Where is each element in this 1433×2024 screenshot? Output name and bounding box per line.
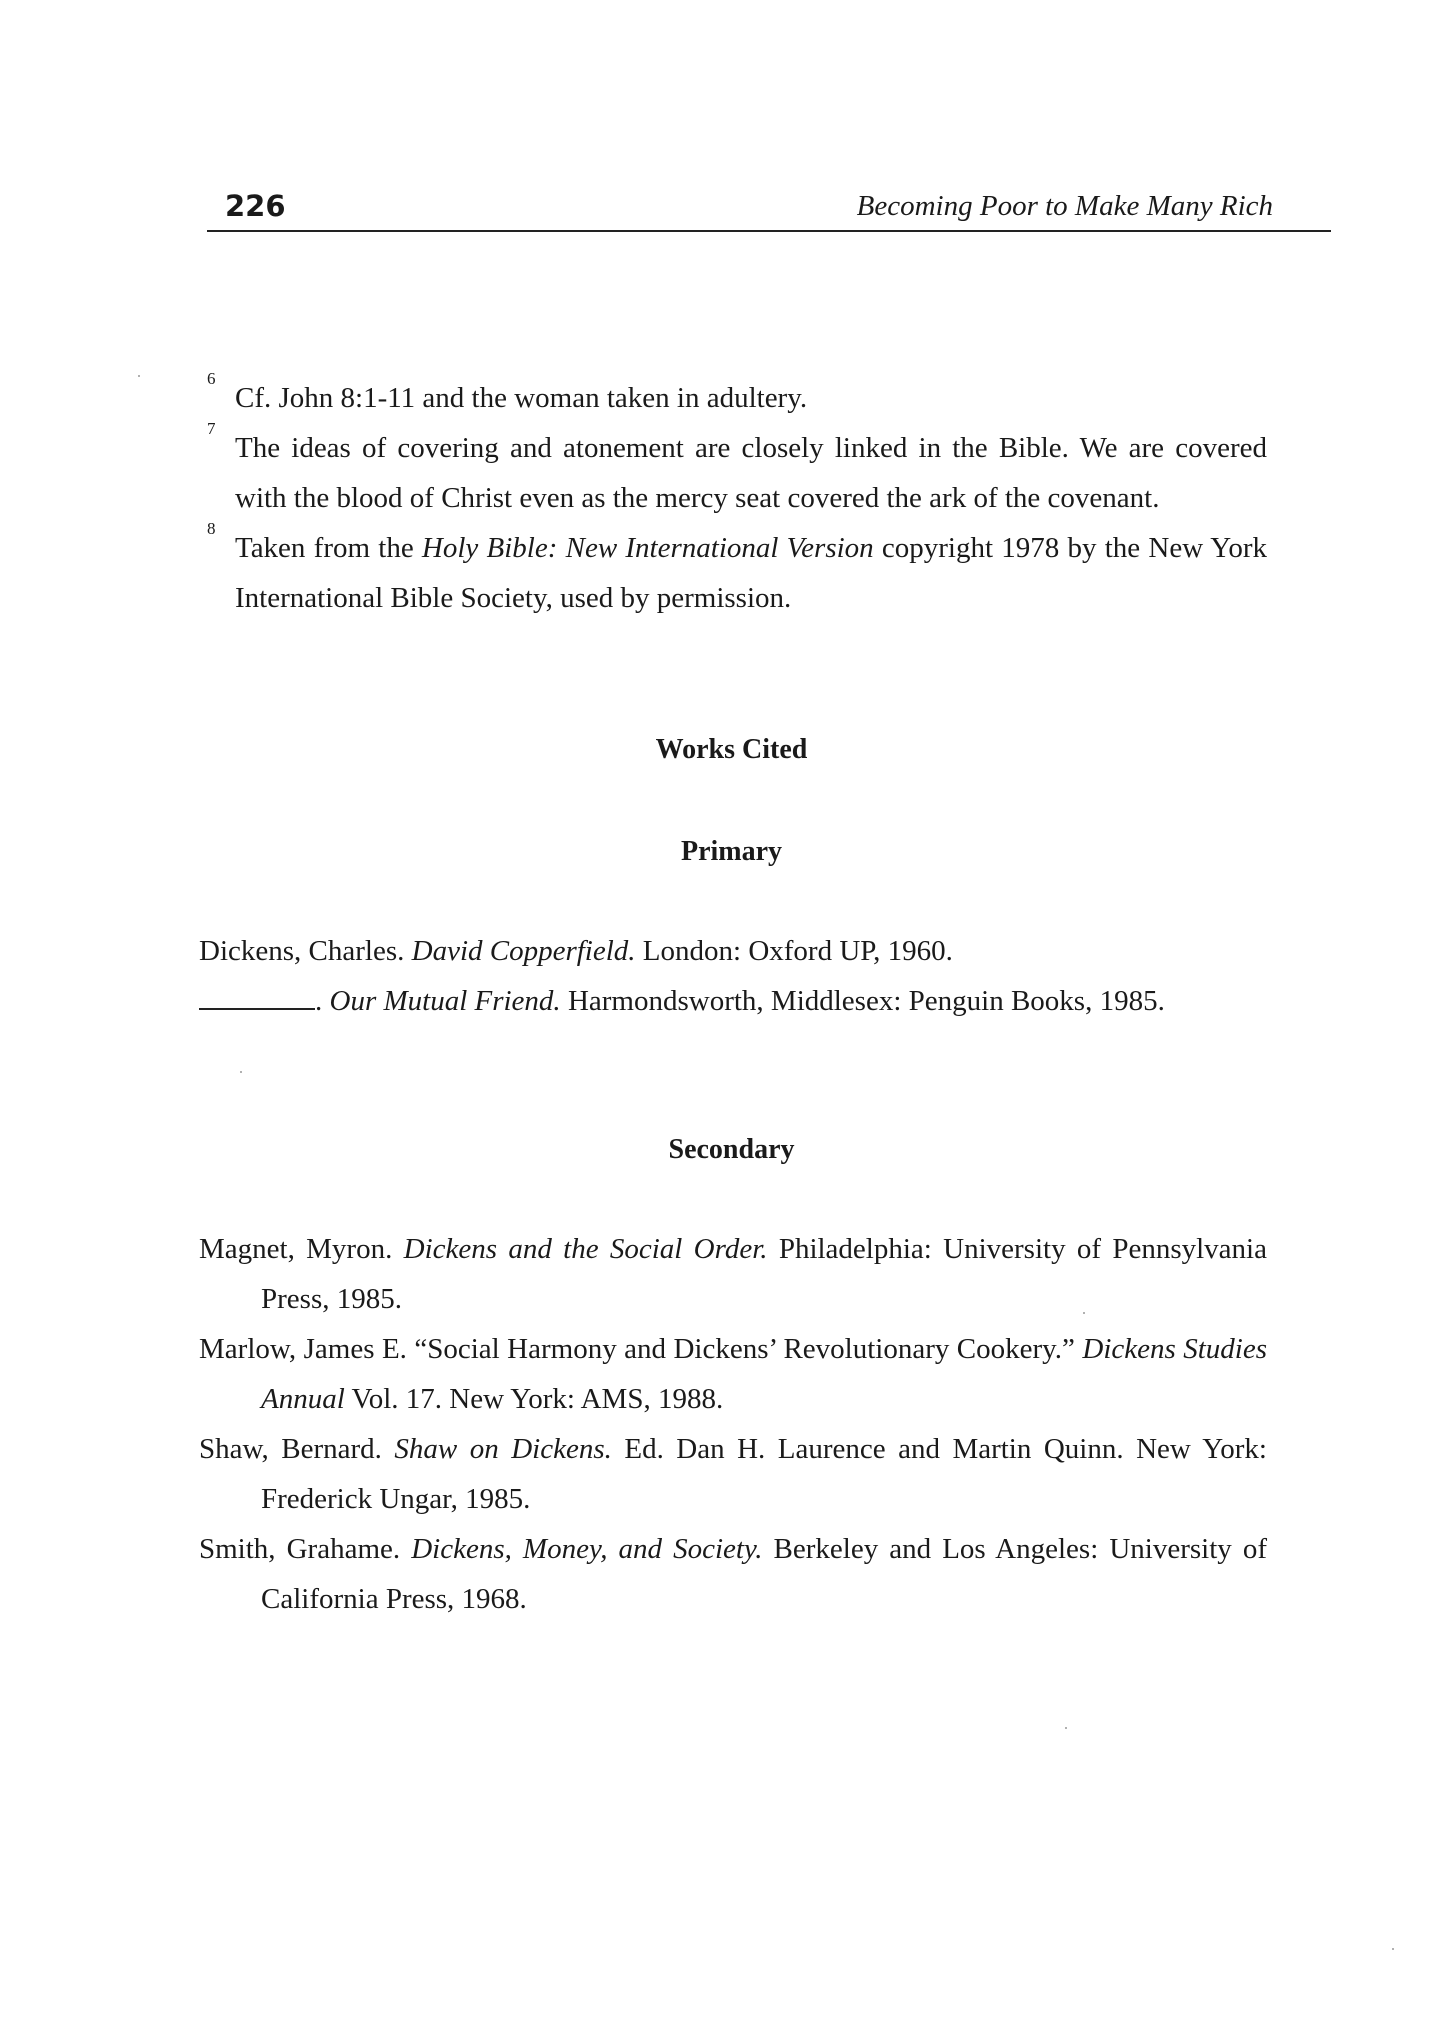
ditto-rule	[199, 984, 315, 1010]
endnote-italic-title: Holy Bible: New International Version	[421, 532, 874, 564]
endnote-number: 8	[207, 519, 216, 538]
scan-speck	[1065, 1727, 1067, 1729]
running-head	[207, 186, 1331, 232]
endnote-text: Cf. John 8:1-11 and the woman taken in adultery.	[235, 382, 808, 414]
reference-title: David Copperfield.	[411, 935, 636, 967]
reference-entry: Dickens, Charles. David Copperfield. London: Oxford UP, 1960.	[199, 935, 953, 967]
reference-entry: Marlow, James E. “Social Harmony and Dickens’ Revolutionary Cookery.” Dickens Studies Annual Vol. 17. New York: AMS, 1988.	[199, 1333, 1267, 1415]
endnote-text: copyright 1978 by the New York International Bible Society, used by permission.	[235, 532, 1267, 614]
endnote-number: 6	[207, 369, 216, 388]
reference-title: Dickens and the Social Order.	[403, 1233, 768, 1265]
reference-entry: Shaw, Bernard. Shaw on Dickens. Ed. Dan H. Laurence and Martin Quinn. New York: Frederick Ungar, 1985.	[199, 1433, 1267, 1515]
running-title: Becoming Poor to Make Many Rich	[856, 190, 1273, 222]
page-number: 226	[225, 189, 286, 223]
scan-speck	[138, 375, 140, 377]
scan-speck	[1392, 1948, 1394, 1950]
endnotes	[207, 369, 1267, 623]
reference-entry: . Our Mutual Friend. Harmondsworth, Middlesex: Penguin Books, 1985.	[199, 976, 1267, 1026]
reference-title: Dickens, Money, and Society.	[411, 1533, 763, 1565]
reference-entry: Smith, Grahame. Dickens, Money, and Society. Berkeley and Los Angeles: University of California Press, 1968.	[199, 1533, 1267, 1615]
endnote-7	[207, 419, 1267, 523]
secondary-heading: Secondary	[668, 1134, 795, 1165]
reference-title: Dickens Studies Annual	[261, 1333, 1267, 1415]
endnote-8	[207, 519, 1267, 623]
endnote-number: 7	[207, 419, 216, 438]
secondary-references	[199, 1224, 1267, 1624]
scan-speck	[240, 1071, 242, 1073]
endnote-text: Taken from the	[235, 532, 422, 564]
primary-references	[199, 926, 1267, 1026]
reference-title: Shaw on Dickens.	[394, 1433, 612, 1465]
works-cited-heading: Works Cited	[655, 734, 808, 765]
scan-speck	[1083, 1312, 1085, 1314]
reference-title: Our Mutual Friend.	[329, 985, 561, 1017]
endnote-6	[207, 369, 1267, 423]
reference-entry: Magnet, Myron. Dickens and the Social Order. Philadelphia: University of Pennsylvania Press, 1985.	[199, 1233, 1267, 1315]
endnote-text: The ideas of covering and atonement are closely linked in the Bible. We are covered with the blood of Christ even as the mercy seat covered the ark of the covenant.	[235, 432, 1267, 514]
primary-heading: Primary	[680, 836, 783, 867]
